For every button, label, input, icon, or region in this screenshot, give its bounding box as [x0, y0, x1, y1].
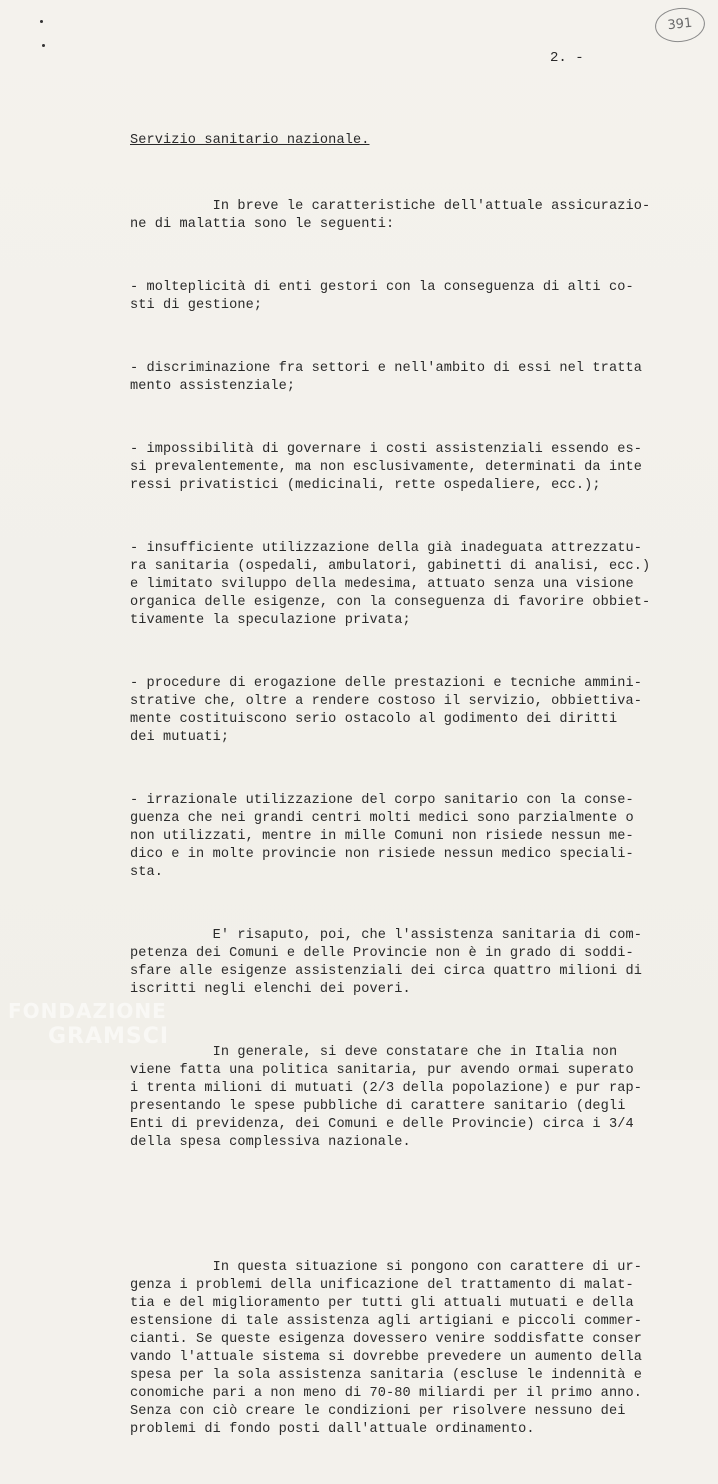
document-body	[130, 96, 670, 1484]
list-item: - procedure di erogazione delle prestazioni e tecniche ammini- strative che, oltre a rendere costoso il servizio, obbiettiva- mente costituiscono serio ostacolo al godimento dei diritti dei mutuati;	[130, 676, 642, 745]
paragraph-final: In questa situazione si pongono con carattere di ur- genza i problemi della unificazione del trattamento di malat- tia e del miglioramento per tutti gli attuali mutuati e della estensione di tale assistenza agli artigiani e piccoli commer- cianti. Se queste esigenza dovessero venire soddisfatte conser vando l'attuale sistema si dovrebbe prevedere un aumento della spesa per la sola assistenza sanitaria (escluse le indennità e conomiche pari a non meno di 70-80 miliardi per il primo anno. Senza con ciò creare le condizioni per risolvere nessuno dei problemi di fondo posti dall'attuale ordinamento.	[130, 1260, 642, 1437]
list-item: - irrazionale utilizzazione del corpo sanitario con la conse- guenza che nei grandi centri molti medici sono parzialmente o non utilizzati, mentre in mille Comuni non risiede nessun me- dico e in molte provincie non risiede nessun medico speciali- sta.	[130, 793, 634, 880]
list-item: - impossibilità di governare i costi assistenziali essendo es- si prevalentemente, ma non esclusivamente, determinati da inte ressi privatistici (medicinali, rette ospedaliere, ecc.);	[130, 442, 642, 493]
paragraph: In generale, si deve constatare che in Italia non viene fatta una politica sanitaria, pur avendo ormai superato i trenta milioni di mutuati (2/3 della popolazione) e pur rap- presentando le spese pubbliche di carattere sanitario (degli Enti di previdenza, dei Comuni e delle Provincie) circa i 3/4 della spesa complessiva nazionale.	[130, 1045, 642, 1150]
paragraph: In breve le caratteristiche dell'attuale assicurazio- ne di malattia sono le seguenti:	[130, 199, 651, 232]
punch-mark	[40, 20, 43, 23]
archive-stamp: 391	[653, 5, 706, 44]
section-title: Servizio sanitario nazionale.	[130, 133, 370, 148]
punch-mark	[42, 44, 45, 47]
paragraph: E' risaputo, poi, che l'assistenza sanitaria di com- petenza dei Comuni e delle Provincie non è in grado di soddi- sfare alle esigenze assistenziali dei circa quattro milioni di iscritti negli elenchi dei poveri.	[130, 928, 642, 997]
list-item: - molteplicità di enti gestori con la conseguenza di alti co- sti di gestione;	[130, 280, 634, 313]
watermark-line: FONDAZIONE	[8, 999, 167, 1023]
list-item: - discriminazione fra settori e nell'ambito di essi nel tratta mento assistenziale;	[130, 361, 642, 394]
watermark-line: GRAMSCI	[48, 1024, 170, 1049]
watermark-logo	[8, 998, 208, 1074]
page-number: 2. -	[550, 50, 584, 66]
list-item: - insufficiente utilizzazione della già inadeguata attrezzatu- ra sanitaria (ospedali, ambulatori, gabinetti di analisi, ecc.) e limitato sviluppo della medesima, attuato senza una visione organica delle esigenze, con la conseguenza di favorire obbiet- tivamente la speculazione privata;	[130, 541, 651, 628]
